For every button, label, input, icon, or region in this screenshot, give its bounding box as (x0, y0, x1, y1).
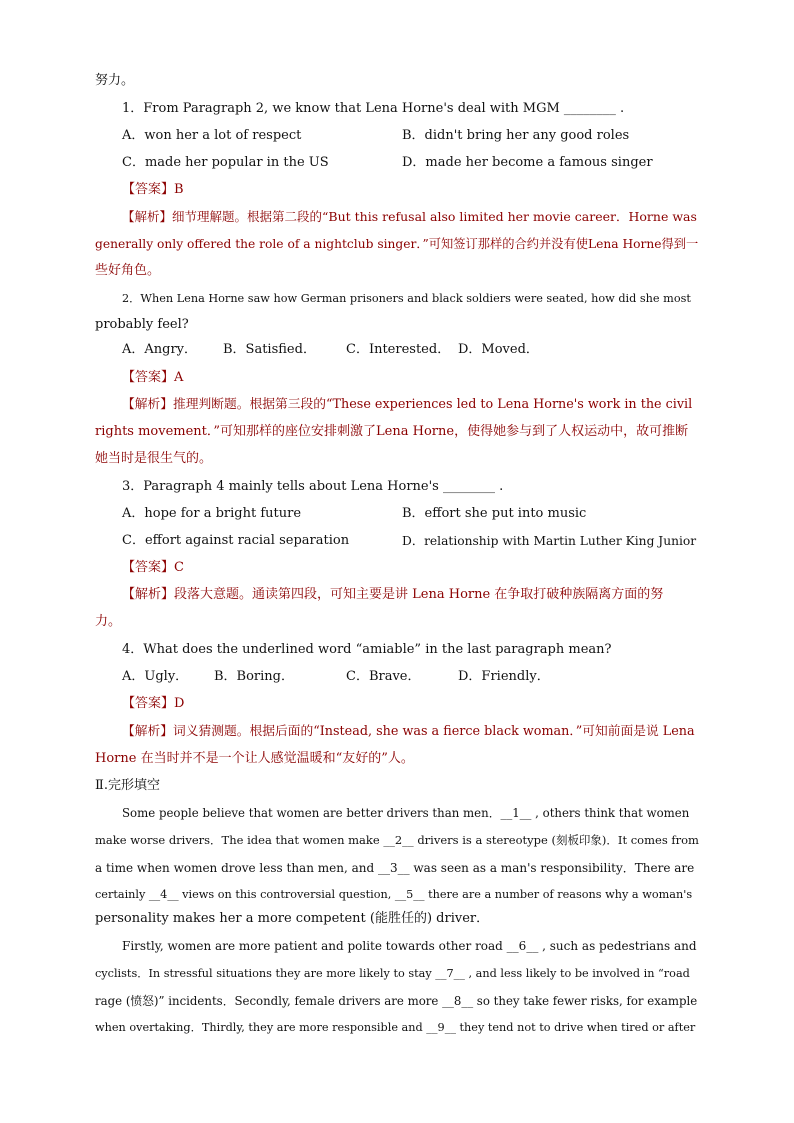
answer-value: A (174, 370, 184, 385)
q2-explanation-line-3: 她当时是很生气的。 (95, 451, 213, 466)
answer-value: D (174, 696, 185, 711)
explanation-tag: 【解析】 (122, 587, 175, 602)
q4-explanation-line-2: Horne 在当时并不是一个让人感觉温暖和“友好的”人。 (95, 751, 414, 766)
q3-explanation-line-2: 力。 (95, 614, 122, 629)
q3-option-c: C．effort against racial separation (122, 533, 350, 548)
q2-stem-line-2: probably feel? (95, 317, 189, 332)
cloze-p1-line-3: a time when women drove less than men, and __3__ was seen as a man's responsibility．There are (95, 861, 695, 875)
explanation-tag: 【解析】 (122, 724, 173, 739)
cloze-p1-line-4: certainly __4__ views on this controversial question, __5__ there are a number of reasons why a woman's (95, 888, 693, 901)
explanation-tag: 【解析】 (122, 209, 173, 224)
explanation-text: 词义猜测题。根据后面的“Instead, she was a fierce black woman．”可知前面是说 Lena (173, 724, 695, 739)
q2-answer (122, 370, 183, 386)
q2-option-c: C．Interested． (346, 342, 451, 357)
q3-answer (122, 560, 184, 576)
q3-option-a: A．hope for a bright future (122, 506, 302, 521)
q2-option-b: B．Satisfied． (223, 342, 316, 357)
cloze-p2-line-4: when overtaking．Thirdly, they are more responsible and __9__ they tend not to drive when tired or after (95, 1021, 696, 1034)
explanation-tag: 【解析】 (122, 397, 173, 412)
cloze-p2-line-2: cyclists．In stressful situations they are more likely to stay __7__ , and less likely to be involved in “road (95, 967, 690, 980)
explanation-text: 段落大意题。通读第四段，可知主要是讲 Lena Horne 在争取打破种族隔离方面的努 (174, 587, 664, 602)
q3-option-d: D．relationship with Martin Luther King Junior (402, 534, 697, 548)
cloze-p2-line-1: Firstly, women are more patient and polite towards other road __6__ , such as pedestrians and (122, 939, 697, 953)
q1-option-c: C．made her popular in the US (122, 155, 329, 170)
q2-explanation-line-2: rights movement．”可知那样的座位安排刺激了Lena Horne，使得她参与到了人权运动中，故可推断 (95, 424, 689, 439)
q1-stem: 1．From Paragraph 2, we know that Lena Horne's deal with MGM ________ . (122, 101, 625, 116)
q2-option-a: A．Angry． (122, 342, 198, 357)
answer-tag: 【答案】 (122, 370, 175, 385)
q2-stem-line-1: 2．When Lena Horne saw how German prisoners and black soldiers were seated, how did she most (122, 292, 691, 305)
answer-value: C (174, 560, 184, 575)
q1-option-b: B．didn't bring her any good roles (402, 128, 630, 143)
q1-answer (122, 182, 184, 198)
q4-option-a: A．Ugly． (122, 669, 189, 684)
q1-explanation-line-2: generally only offered the role of a nightclub singer．”可知签订那样的合约并没有使Lena Horne得到一 (95, 237, 699, 251)
cloze-p1-line-5: personality makes her a more competent (能胜任的) driver． (95, 911, 490, 926)
q2-option-d: D．Moved． (458, 342, 539, 357)
q1-explanation-line-3: 些好角色。 (95, 263, 161, 278)
cloze-p1-line-2: make worse drivers．The idea that women make __2__ drivers is a stereotype (刻板印象)．It comes from (95, 833, 699, 847)
q1-option-a: A．won her a lot of respect (122, 128, 302, 143)
q4-option-c: C．Brave． (346, 669, 421, 684)
answer-tag: 【答案】 (122, 182, 175, 197)
q3-explanation-line-1 (122, 587, 663, 603)
answer-value: B (174, 182, 184, 197)
cloze-p1-line-1: Some people believe that women are better drivers than men．__1__ , others think that women (122, 806, 690, 820)
q1-option-d: D．made her become a famous singer (402, 155, 653, 170)
explanation-text: 细节理解题。根据第二段的“But this refusal also limited her movie career．Horne was (172, 209, 697, 224)
answer-tag: 【答案】 (122, 696, 175, 711)
explanation-text: 推理判断题。根据第三段的“These experiences led to Lena Horne's work in the civil (173, 397, 693, 412)
q4-stem: 4．What does the underlined word “amiable” in the last paragraph mean? (122, 642, 612, 657)
q4-option-d: D．Friendly． (458, 669, 550, 684)
q1-explanation-line-1 (122, 209, 697, 225)
q4-explanation-line-1 (122, 724, 695, 740)
section-title: Ⅱ.完形填空 (95, 778, 160, 793)
intro-tail: 努力。 (95, 73, 135, 88)
answer-tag: 【答案】 (122, 560, 175, 575)
q3-option-b: B．effort she put into music (402, 506, 587, 521)
q3-stem: 3．Paragraph 4 mainly tells about Lena Horne's ________ . (122, 479, 504, 494)
q4-option-b: B．Boring． (214, 669, 294, 684)
q4-answer (122, 696, 184, 712)
q2-explanation-line-1 (122, 397, 692, 413)
cloze-p2-line-3: rage (愤怒)” incidents．Secondly, female drivers are more __8__ so they take fewer risks, for example (95, 994, 698, 1008)
